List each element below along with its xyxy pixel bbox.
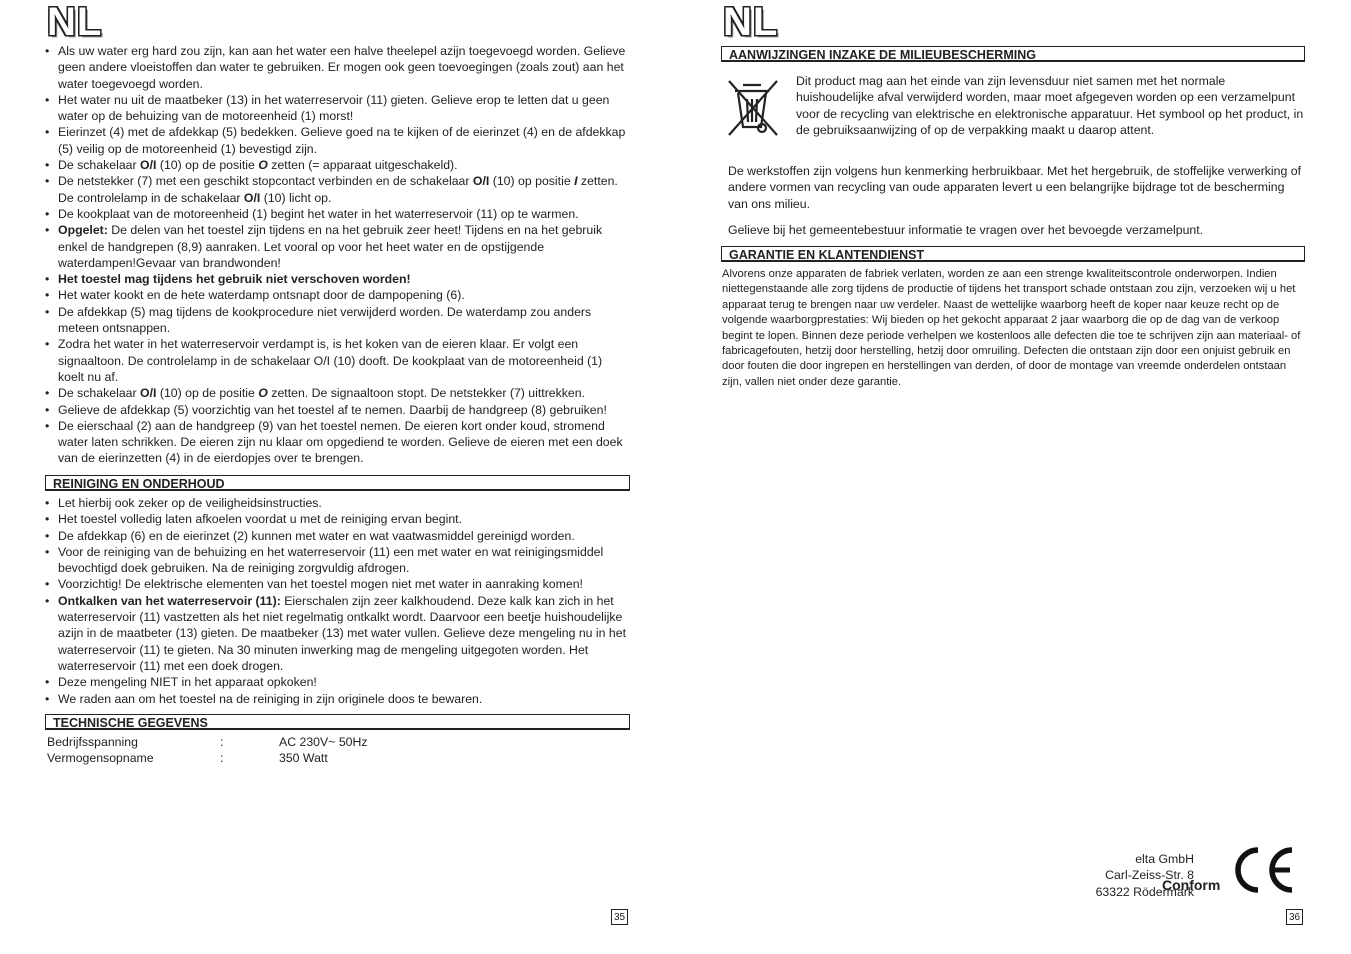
text-run: Als uw water erg hard zou zijn, kan aan het water een halve theelepel azijn toegevoegd worden. Gelieve geen andere vloeistoffen dan water te gebruiken. Er mogen ook geen toevoegingen (zoals zout) aan het water toegevoegd worden. <box>58 44 626 91</box>
text-run: zetten. De signaaltoon stopt. De netstekker (7) uittrekken. <box>267 386 586 401</box>
list-item <box>45 544 630 577</box>
text-run: (10) op de positie <box>156 386 259 401</box>
text-run: De netstekker (7) met een geschikt stopcontact verbinden en de schakelaar <box>58 174 473 189</box>
list-item <box>45 157 630 173</box>
text-run: Eierinzet (4) met de afdekkap (5) bedekken. Gelieve goed na te kijken of de eierinzet (4) en de afdekkap (5) veilig op de motoreenheid (1) bevestigd zijn. <box>58 125 626 156</box>
text-run: De delen van het toestel zijn tijdens en na het gebruik zeer heet! Tijdens en na het gebruik enkel de handgrepen (8,9) aanraken. Let vooral op voor het heet water en de opstijgende waterdampen!Gevaar van brandwonden! <box>58 223 603 270</box>
text-run: Zodra het water in het waterreservoir verdampt is, is het koken van de eieren klaar. Er volgt een signaaltoon. De controlelamp in de schakelaar O/I (10) dooft. De kookplaat van de motoreenheid (1) koelt nu af. <box>58 337 603 384</box>
text-run: De afdekkap (5) mag tijdens de kookprocedure niet verwijderd worden. De waterdamp zou anders meteen ontsnappen. <box>58 304 592 336</box>
tech-value: AC 230V~ 50Hz <box>279 735 368 749</box>
text-run: Voorzichtig! De elektrische elementen van het toestel mogen niet met water in aanraking komen! <box>58 577 583 592</box>
section-header-cleaning: REINIGING EN ONDERHOUD <box>45 475 630 491</box>
address-line: Carl-Zeiss-Str. 8 <box>1105 868 1194 883</box>
list-item <box>45 576 630 592</box>
ce-mark-icon <box>1232 846 1296 894</box>
text-run: Het toestel volledig laten afkoelen voordat u met de reiniging ervan begint. <box>58 512 463 527</box>
text-run: (10) op de positie <box>156 158 259 173</box>
list-item <box>45 336 630 385</box>
list-item <box>45 385 630 401</box>
page-number: 36 <box>1286 909 1303 925</box>
text-run: De afdekkap (6) en de eierinzet (2) kunnen met water en wat vaatwasmiddel gereinigd worden. <box>58 528 575 543</box>
tech-row <box>47 734 627 750</box>
text-run: Het toestel mag tijdens het gebruik niet verschoven worden! <box>58 272 411 287</box>
list-item <box>45 674 630 690</box>
list-item <box>45 304 630 337</box>
text-run: Gelieve de afdekkap (5) voorzichtig van het toestel af te nemen. Daarbij de handgreep (8) gebruiken! <box>58 402 607 417</box>
text-run: (10) licht op. <box>260 190 332 205</box>
text-run: O <box>258 158 268 173</box>
text-run: Voor de reiniging van de behuizing en het waterreservoir (11) een met water en wat reinigingsmiddel bevochtigd doek gebruiken. Na de reiniging zorgvuldig afdrogen. <box>58 544 604 576</box>
section-header-warranty: GARANTIE EN KLANTENDIENST <box>721 246 1305 262</box>
text-run: O/I <box>243 190 261 205</box>
section-header-environment: AANWIJZINGEN INZAKE DE MILIEUBESCHERMING <box>721 46 1305 62</box>
list-item <box>45 287 630 303</box>
text-run: Ontkalken van het waterreservoir (11): <box>58 593 281 608</box>
page-number: 35 <box>611 909 628 925</box>
text-run: Opgelet: <box>58 223 108 238</box>
list-item <box>45 222 630 271</box>
language-label: NL <box>723 0 779 44</box>
list-item <box>45 173 630 206</box>
text-run: O/I <box>140 386 157 401</box>
list-item <box>45 402 630 418</box>
text-run: De schakelaar <box>58 158 141 173</box>
tech-label: Vermogensopname <box>47 751 154 766</box>
list-item <box>45 418 630 467</box>
text-run: I <box>574 174 578 189</box>
list-item <box>45 43 630 92</box>
text-run: O/I <box>472 174 490 189</box>
tech-value: 350 Watt <box>279 751 328 766</box>
text-run: O/I <box>140 158 157 173</box>
list-item <box>45 691 630 707</box>
text-run: De eierschaal (2) aan de handgreep (9) van het toestel nemen. De eieren kort onder koud, stromend water laten schrikken. De eieren zijn nu klaar om opgediend te worden. Gelieve de eieren met een doek van de eierinzetten (4) in de eierdopjes over te brengen. <box>58 418 623 466</box>
tech-specs <box>47 734 627 767</box>
text-run: O <box>258 386 268 401</box>
text-run: Deze mengeling NIET in het apparaat opkoken! <box>58 675 317 690</box>
environment-text-1: Dit product mag aan het einde van zijn levensduur niet samen met het normale huishoudelijke afval verwijderd worden, maar moet afgegeven worden op een verzamelpunt voor de recycling van elektrische en elektronische apparatuur. Het symbool op het product, in de gebruiksaanwijzing of op de verpakking maakt u daarop attent. <box>796 74 1304 137</box>
tech-row <box>47 750 627 766</box>
tech-sep: : <box>220 751 224 766</box>
address-line: elta GmbH <box>1135 852 1194 866</box>
warranty-text: Alvorens onze apparaten de fabriek verlaten, worden ze aan een strenge kwaliteitscontrole onderworpen. Indien niettegenstaande alle zorg tijdens de productie of tijdens het transport schade ontstaan zou zijn, verzoeken wij u het apparaat terug te brengen naar uw verdeler. Naast de wettelijke waarborg heeft de koper naar keuze recht op de volgende waarborgprestaties: Wij bieden op het gekocht apparaat 2 jaar waarborg die op de dag van de verkoop begint te lopen. Binnen deze periode verhelpen we kostenloos alle defecten die toe te schrijven zijn aan materiaal- of fabricagefouten, hetzij door herstelling, hetzij door omruiling. Defecten die ontstaan zijn door een onjuist gebruik en door fouten die door ingrepen en herstellingen van derden, of door de montage van vreemde onderdelen ontstaan zijn, vallen niet onder deze garantie. <box>722 268 1301 388</box>
cleaning-list <box>45 495 630 707</box>
list-item <box>45 528 630 544</box>
list-item <box>45 593 630 674</box>
list-item <box>45 511 630 527</box>
list-item <box>45 206 630 222</box>
list-item <box>45 92 630 125</box>
text-run: We raden aan om het toestel na de reiniging in zijn originele doos te bewaren. <box>58 691 483 706</box>
list-item <box>45 271 630 287</box>
crossed-out-bin-icon <box>723 77 783 139</box>
text-run: zetten. De controlelamp in de schakelaar <box>58 174 618 205</box>
text-run: Eierschalen zijn zeer kalkhoudend. Deze kalk kan zich in het waterreservoir (11) vastzetten als het niet regelmatig ontkalkt wordt. Daarvoor een beetje huishoudelijke azijn in de maatbeter (13) gieten. De maatbeker (13) met water vullen. Gelieve deze mengeling nu in het waterreservoir (11) te gieten. Na 30 minuten inwerking mag de mengeling uitgegoten worden. Het waterreservoir (11) met een doek drogen. <box>58 593 627 673</box>
text-run: (10) op positie <box>489 174 575 189</box>
list-item <box>45 124 630 157</box>
text-run: De kookplaat van de motoreenheid (1) begint het water in het waterreservoir (11) op te warmen. <box>58 206 579 221</box>
text-run: De schakelaar <box>58 386 141 401</box>
address-line: 63322 Rödermark <box>1095 884 1194 899</box>
environment-text-2: De werkstoffen zijn volgens hun kenmerking herbruikbaar. Met het hergebruik, de stoffelijke verwerking of andere vormen van recycling van oude apparaten levert u een belangrijke bijdrage tot de bescherming van ons milieu. <box>728 164 1302 211</box>
text-run: Het water nu uit de maatbeker (13) in het waterreservoir (11) gieten. Gelieve erop te letten dat u geen water op de behuizing van de motoreenheid (1) morst! <box>58 92 610 124</box>
tech-label: Bedrijfsspanning <box>47 735 138 749</box>
tech-sep: : <box>220 735 224 749</box>
text-run: zetten (= apparaat uitgeschakeld). <box>267 158 458 173</box>
text-run: Het water kookt en de hete waterdamp ontsnapt door de dampopening (6). <box>58 288 465 303</box>
language-label: NL <box>47 0 103 44</box>
environment-text-3: Gelieve bij het gemeentebestuur informatie te vragen over het bevoegde verzamelpunt. <box>728 223 1204 237</box>
text-run: Let hierbij ook zeker op de veiligheidsinstructies. <box>58 496 322 510</box>
section-header-tech: TECHNISCHE GEGEVENS <box>45 714 630 730</box>
instructions-list <box>45 43 630 467</box>
list-item <box>45 495 630 511</box>
conform-label: Conform <box>1162 877 1221 893</box>
